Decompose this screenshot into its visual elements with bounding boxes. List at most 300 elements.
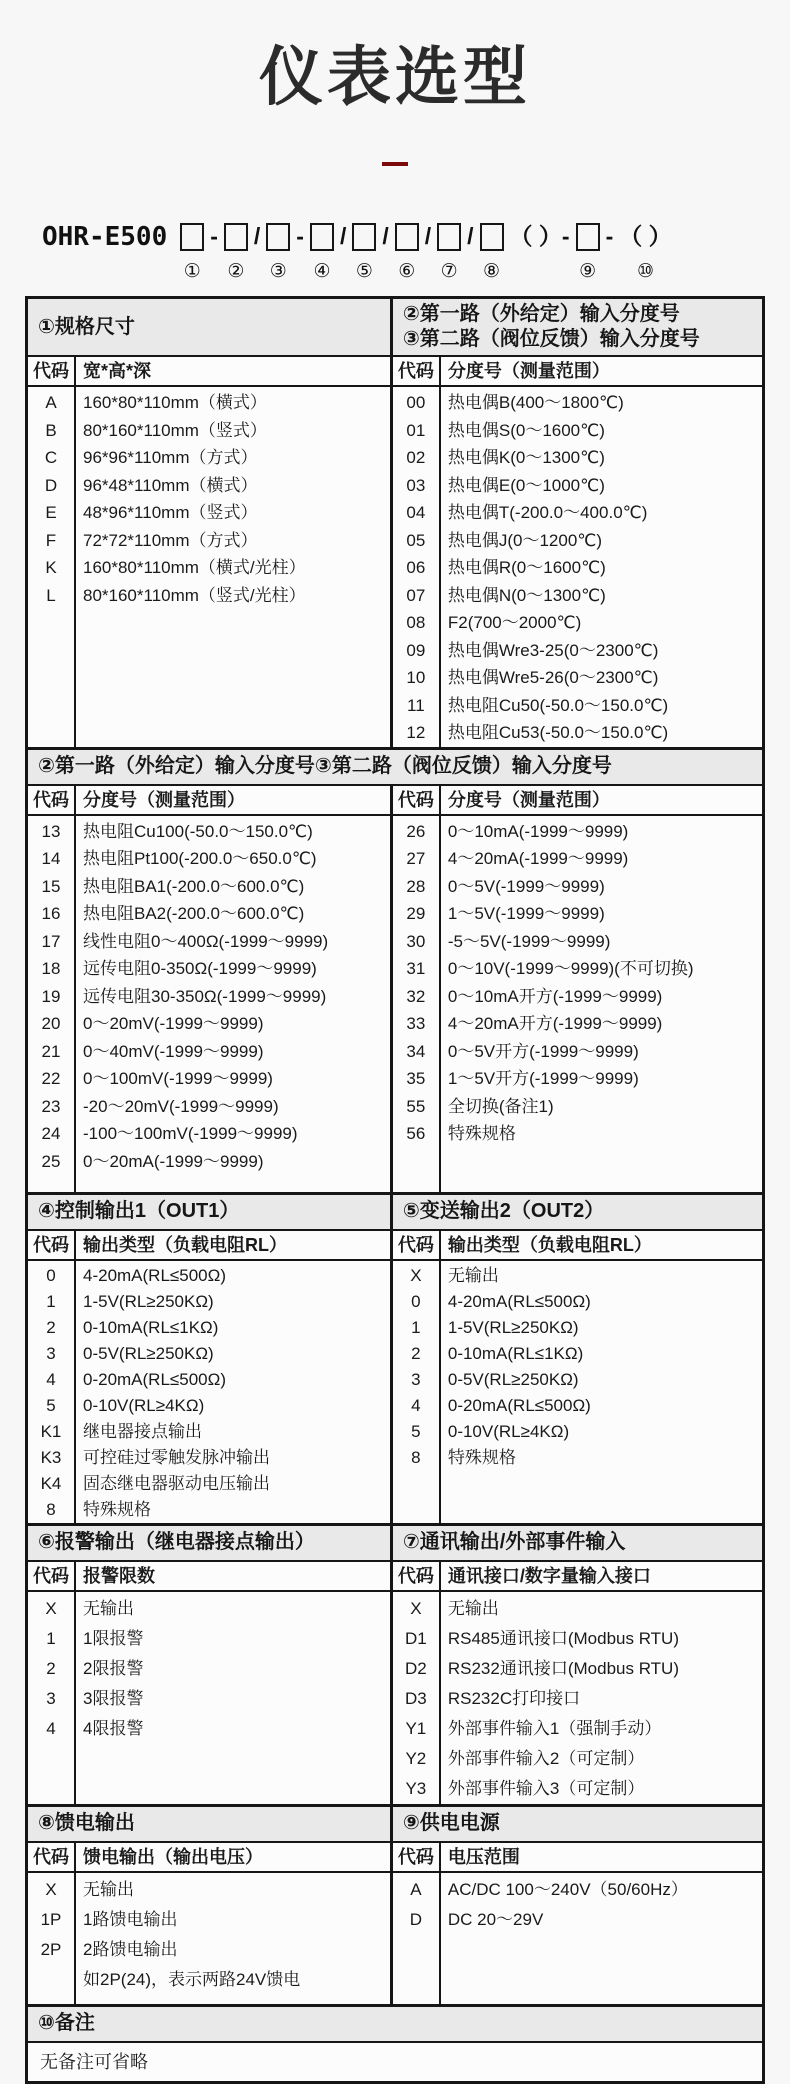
table-row	[28, 389, 390, 417]
desc-cell: -20～20mV(-1999～9999)	[83, 1096, 279, 1116]
table-row	[393, 1367, 762, 1393]
model-slot	[310, 222, 334, 282]
model-separator: /	[382, 223, 389, 249]
desc-cell: 0-10V(RL≥4KΩ)	[447, 1421, 570, 1441]
desc-header-cell: 输出类型（负载电阻RL）	[447, 1234, 652, 1255]
table-row	[393, 1393, 762, 1419]
code-cell: 8	[46, 1499, 56, 1519]
desc-cell: 无输出	[447, 1265, 499, 1285]
code-cell: 31	[406, 959, 426, 978]
code-cell: D	[409, 1909, 422, 1929]
table-row	[28, 1935, 390, 1965]
code-cell: K3	[40, 1447, 62, 1467]
code-cell: Y2	[405, 1748, 427, 1768]
model-slot	[606, 222, 614, 251]
column-header	[393, 1843, 762, 1873]
desc-cell: 热电阻BA1(-200.0～600.0℃)	[83, 876, 305, 896]
code-cell: 03	[406, 475, 426, 495]
table-row	[393, 499, 762, 527]
half-right	[390, 1195, 762, 1523]
half-right	[390, 299, 762, 747]
code-cell: A	[410, 1879, 422, 1899]
table-row	[28, 1315, 390, 1341]
code-cell: 1	[46, 1628, 56, 1648]
code-cell: 01	[406, 420, 426, 440]
model-position-number: ⑦	[440, 261, 458, 282]
desc-cell: -5～5V(-1999～9999)	[447, 931, 611, 951]
model-slot	[340, 222, 346, 251]
half-body	[393, 1843, 762, 2004]
code-cell: 20	[41, 1014, 61, 1033]
code-cell: 23	[41, 1096, 61, 1116]
section-header-line: ⑧馈电输出	[38, 1812, 135, 1834]
column-header	[28, 1562, 390, 1592]
code-cell: X	[410, 1265, 422, 1285]
half-left	[28, 299, 390, 747]
desc-cell: 无输出	[83, 1879, 134, 1899]
code-header-cell: 代码	[33, 1234, 69, 1255]
column-header	[393, 357, 762, 387]
table-row	[28, 955, 390, 983]
table-row	[28, 1263, 390, 1289]
code-cell: 35	[406, 1069, 426, 1088]
code-cell: 32	[406, 986, 426, 1006]
desc-cell: 0-10mA(RL≤1KΩ)	[447, 1343, 584, 1363]
desc-cell: 0～10mA开方(-1999～9999)	[447, 986, 663, 1006]
desc-cell: 48*96*110mm（竖式）	[83, 503, 258, 522]
rows	[393, 1873, 762, 2004]
code-cell: K	[45, 558, 57, 577]
half-body	[28, 1562, 390, 1804]
desc-cell: 特殊规格	[83, 1499, 151, 1519]
table-row	[393, 1445, 762, 1471]
page-title: 仪表选型	[259, 41, 531, 113]
desc-cell: 0～20mV(-1999～9999)	[83, 1014, 264, 1033]
half-body	[393, 1231, 762, 1523]
code-cell: 33	[406, 1014, 426, 1033]
table-row	[28, 1714, 390, 1744]
table-row	[28, 1905, 390, 1935]
desc-cell: 热电偶Wre3-25(0～2300℃)	[447, 640, 659, 660]
code-cell: 2P	[40, 1939, 62, 1959]
rows	[28, 1873, 390, 2004]
desc-cell: 热电偶S(0～1600℃)	[447, 420, 605, 440]
table-row	[28, 417, 390, 445]
desc-cell: 1-5V(RL≥250KΩ)	[83, 1291, 214, 1311]
table-row	[28, 1065, 390, 1093]
code-cell: X	[410, 1598, 422, 1618]
code-cell: 34	[406, 1041, 426, 1061]
model-box	[480, 223, 504, 251]
table-row	[393, 1419, 762, 1445]
code-cell: 2	[46, 1317, 56, 1337]
desc-cell: 热电阻Cu100(-50.0～150.0℃)	[83, 821, 313, 841]
table-row	[393, 692, 762, 720]
desc-cell: 无输出	[447, 1598, 499, 1618]
desc-cell: 80*160*110mm（竖式/光柱）	[83, 585, 306, 605]
code-cell: 0	[411, 1291, 421, 1311]
desc-cell: 可控硅过零触发脉冲输出	[83, 1447, 270, 1467]
desc-cell: 160*80*110mm（横式/光柱）	[83, 558, 306, 577]
desc-cell: 0～5V(-1999～9999)	[447, 876, 605, 896]
desc-header-cell: 分度号（测量范围）	[447, 789, 610, 810]
desc-cell: 0-10mA(RL≤1KΩ)	[83, 1317, 219, 1337]
code-cell: 1P	[40, 1909, 62, 1929]
section-header	[393, 1807, 762, 1843]
code-cell: K4	[40, 1473, 62, 1493]
table-row	[393, 1744, 762, 1774]
section-header	[393, 299, 762, 357]
desc-cell: 外部事件输入1（强制手动）	[447, 1718, 662, 1738]
code-cell: E	[45, 503, 57, 522]
desc-cell: 1～5V(-1999～9999)	[447, 904, 605, 923]
model-slot	[296, 222, 304, 251]
desc-cell: 如2P(24)，表示两路24V馈电	[83, 1969, 301, 1989]
desc-cell: 96*96*110mm（方式）	[83, 448, 258, 467]
model-slots	[177, 222, 674, 282]
desc-cell: 1-5V(RL≥250KΩ)	[447, 1317, 579, 1337]
code-cell: 29	[406, 904, 426, 923]
model-code-line	[42, 222, 790, 282]
code-cell: 06	[406, 558, 426, 577]
table-row	[393, 1010, 762, 1038]
code-cell: B	[45, 420, 57, 440]
section-header	[28, 1526, 390, 1562]
model-slot	[425, 222, 431, 251]
code-cell: 04	[406, 503, 426, 522]
desc-cell: 无输出	[83, 1598, 134, 1618]
desc-header-cell: 报警限数	[83, 1565, 155, 1586]
code-cell: 17	[41, 931, 61, 951]
code-cell: 56	[406, 1124, 426, 1143]
model-box	[437, 223, 461, 251]
code-cell: 55	[406, 1096, 426, 1116]
table-row	[393, 637, 762, 665]
half-right	[390, 1526, 762, 1804]
table-row	[28, 1093, 390, 1121]
desc-header-cell: 宽*高*深	[83, 361, 152, 381]
section-header	[28, 750, 762, 786]
desc-cell: 0-20mA(RL≤500Ω)	[447, 1395, 591, 1415]
code-cell: 19	[41, 986, 61, 1006]
desc-cell: 3限报警	[83, 1688, 144, 1708]
code-cell: 3	[46, 1343, 56, 1363]
code-cell: 5	[46, 1395, 56, 1415]
desc-cell: 0-10V(RL≥4KΩ)	[83, 1395, 205, 1415]
desc-cell: 0～100mV(-1999～9999)	[83, 1069, 273, 1088]
section-header-line: ③第二路（阀位反馈）输入分度号	[402, 328, 700, 350]
code-cell: 4	[46, 1369, 56, 1389]
model-slot	[576, 222, 600, 282]
model-position-number: ⑥	[398, 261, 416, 282]
table-row	[28, 1471, 390, 1497]
column-header	[393, 786, 762, 816]
table-row	[28, 900, 390, 928]
code-cell: A	[45, 393, 57, 412]
table-row	[393, 900, 762, 928]
code-cell: X	[45, 1879, 57, 1899]
desc-cell: 80*160*110mm（竖式）	[83, 420, 267, 440]
desc-cell: 热电阻Cu53(-50.0～150.0℃)	[447, 723, 669, 742]
desc-cell: 4～20mA开方(-1999～9999)	[447, 1014, 663, 1033]
model-prefix: OHR-E500	[42, 222, 168, 252]
table-row	[393, 1315, 762, 1341]
desc-cell: 远传电阻0-350Ω(-1999～9999)	[83, 959, 317, 978]
model-position-number: ④	[313, 261, 331, 282]
desc-cell: 0-20mA(RL≤500Ω)	[83, 1369, 226, 1389]
code-cell: X	[45, 1598, 57, 1618]
table-row	[393, 1093, 762, 1121]
section-header	[393, 1195, 762, 1231]
spec-block	[28, 2004, 762, 2081]
code-cell: 3	[411, 1369, 421, 1389]
code-header-cell: 代码	[33, 789, 69, 810]
desc-cell: 0～10mA(-1999～9999)	[447, 821, 629, 841]
code-cell: 30	[406, 931, 426, 951]
title-underline-dash	[382, 162, 408, 166]
table-row	[28, 554, 390, 582]
column-header	[393, 1231, 762, 1261]
model-slot	[210, 222, 218, 251]
model-position-number: ⑤	[355, 261, 373, 282]
code-cell: 4	[46, 1718, 56, 1738]
table-row	[393, 719, 762, 747]
code-cell: 16	[41, 904, 61, 923]
table-row	[393, 664, 762, 692]
table-row	[28, 1875, 390, 1905]
table-row	[28, 1341, 390, 1367]
table-row	[393, 1684, 762, 1714]
desc-cell: 热电偶T(-200.0～400.0℃)	[447, 503, 648, 522]
section-header	[28, 1195, 390, 1231]
half-body	[28, 357, 390, 747]
desc-cell: RS232通讯接口(Modbus RTU)	[447, 1658, 679, 1678]
code-cell: 12	[406, 723, 426, 742]
half-left	[28, 1195, 390, 1523]
model-position-number: ⑩	[636, 261, 654, 282]
table-row	[28, 1289, 390, 1315]
column-header	[28, 1231, 390, 1261]
code-cell: 2	[46, 1658, 56, 1678]
code-cell: 4	[411, 1395, 421, 1415]
half-right	[390, 786, 762, 1192]
model-position-number: ⑧	[483, 261, 501, 282]
spec-block	[28, 1523, 762, 1804]
code-header-cell: 代码	[33, 1846, 69, 1867]
desc-cell: F2(700～2000℃)	[447, 613, 582, 632]
desc-cell: 热电偶B(400～1800℃)	[447, 393, 624, 412]
half-body	[393, 786, 762, 1192]
code-cell: 26	[406, 821, 426, 841]
model-box	[395, 223, 419, 251]
code-cell: 08	[406, 613, 426, 632]
desc-cell: 1限报警	[83, 1628, 144, 1648]
selection-table	[25, 296, 765, 2084]
code-cell: 28	[406, 876, 426, 896]
code-cell	[28, 1965, 74, 1995]
desc-header-cell: 电压范围	[447, 1846, 520, 1867]
model-slot	[395, 222, 419, 282]
half-body	[28, 786, 390, 1192]
code-cell: D	[44, 475, 58, 495]
column-header	[28, 357, 390, 387]
section-header-line: ②第一路（外给定）输入分度号	[402, 303, 680, 325]
desc-cell: 热电偶E(0～1000℃)	[447, 475, 605, 495]
column-header	[28, 1843, 390, 1873]
desc-cell: 固态继电器驱动电压输出	[83, 1473, 270, 1493]
table-row	[393, 983, 762, 1011]
code-cell: 0	[46, 1265, 56, 1285]
desc-cell: 热电偶R(0～1600℃)	[447, 558, 606, 577]
code-cell: Y3	[405, 1778, 427, 1798]
column-header	[28, 786, 390, 816]
code-cell: 5	[411, 1421, 421, 1441]
code-cell: 15	[41, 876, 61, 896]
desc-cell: 远传电阻30-350Ω(-1999～9999)	[83, 986, 327, 1006]
table-row	[393, 928, 762, 956]
model-box	[352, 223, 376, 251]
table-row	[393, 1714, 762, 1744]
desc-cell: RS232C打印接口	[447, 1688, 581, 1708]
section-header-line: ②第一路（外给定）输入分度号③第二路（阀位反馈）输入分度号	[38, 755, 612, 777]
desc-cell: 线性电阻0～400Ω(-1999～9999)	[83, 931, 329, 951]
model-separator: （ ）-	[509, 223, 570, 249]
section-header	[28, 299, 390, 357]
desc-cell: 4-20mA(RL≤500Ω)	[447, 1291, 591, 1311]
table-row	[393, 1341, 762, 1367]
model-slot	[254, 222, 260, 251]
model-separator: -	[210, 223, 218, 249]
model-separator: -	[605, 223, 614, 249]
desc-header-cell: 通讯接口/数字量输入接口	[447, 1565, 651, 1586]
table-row	[28, 1120, 390, 1148]
table-row	[28, 1497, 390, 1523]
desc-cell: 特殊规格	[447, 1124, 516, 1143]
table-row	[393, 1624, 762, 1654]
table-row	[393, 417, 762, 445]
table-row	[393, 389, 762, 417]
model-position-number: ①	[183, 261, 201, 282]
code-cell: 02	[406, 448, 426, 467]
half-left	[28, 1526, 390, 1804]
rows	[28, 816, 390, 1192]
model-slot	[180, 222, 204, 282]
code-cell: 2	[411, 1343, 421, 1363]
model-slot	[467, 222, 473, 251]
section-header-line: ⑥报警输出（继电器接点输出）	[38, 1531, 315, 1553]
table-row	[28, 527, 390, 555]
model-slot	[480, 222, 504, 282]
table-row	[393, 1594, 762, 1624]
model-separator: （ ）	[619, 223, 672, 249]
table-row	[28, 1393, 390, 1419]
desc-cell: 0～20mA(-1999～9999)	[83, 1151, 264, 1171]
table-row	[393, 582, 762, 610]
model-position-number: ③	[269, 261, 287, 282]
rows	[393, 1592, 762, 1804]
desc-cell: 热电阻BA2(-200.0～600.0℃)	[83, 904, 305, 923]
desc-cell: 0～5V开方(-1999～9999)	[447, 1041, 639, 1061]
code-cell: 14	[41, 849, 61, 868]
desc-cell: 热电阻Cu50(-50.0～150.0℃)	[447, 695, 669, 715]
desc-cell: 热电偶Wre5-26(0～2300℃)	[447, 668, 659, 687]
table-row	[28, 1445, 390, 1471]
desc-cell: 96*48*110mm（横式）	[83, 475, 258, 495]
code-header-cell: 代码	[397, 1565, 434, 1586]
rows	[393, 1261, 762, 1523]
desc-cell: 0-5V(RL≥250KΩ)	[83, 1343, 214, 1363]
code-header-cell: 代码	[33, 361, 69, 381]
table-row	[393, 1065, 762, 1093]
section-header-line: ①规格尺寸	[38, 315, 135, 338]
table-row	[28, 928, 390, 956]
desc-cell: 热电偶J(0～1200℃)	[447, 530, 603, 550]
table-row	[28, 582, 390, 610]
code-cell: 13	[41, 821, 61, 841]
section-header-line: ⑤变送输出2（OUT2）	[402, 1200, 605, 1222]
half-body	[28, 1843, 390, 2004]
table-row	[393, 1263, 762, 1289]
rows	[393, 387, 762, 747]
code-cell: C	[44, 448, 58, 467]
table-row	[393, 1774, 762, 1804]
desc-cell: DC 20～29V	[447, 1909, 544, 1929]
code-cell: 07	[406, 585, 426, 605]
code-cell: 3	[46, 1688, 56, 1708]
desc-cell: 热电偶N(0～1300℃)	[447, 585, 606, 605]
table-row	[393, 554, 762, 582]
table-row	[28, 1038, 390, 1066]
desc-cell: 2限报警	[83, 1658, 144, 1678]
desc-cell: 继电器接点输出	[83, 1421, 202, 1441]
code-cell: 22	[41, 1069, 61, 1088]
model-separator: /	[253, 223, 261, 249]
rows	[28, 1261, 390, 1523]
code-cell: D3	[404, 1688, 427, 1708]
table-row	[28, 1624, 390, 1654]
desc-cell: -100～100mV(-1999～9999)	[83, 1124, 298, 1143]
table-row	[28, 499, 390, 527]
half-right	[390, 1807, 762, 2004]
table-row	[28, 1367, 390, 1393]
desc-cell: 特殊规格	[447, 1447, 516, 1467]
rows	[393, 816, 762, 1192]
model-separator: /	[467, 223, 474, 249]
table-row	[28, 1594, 390, 1624]
desc-cell: 热电偶K(0～1300℃)	[447, 448, 605, 467]
table-row	[28, 845, 390, 873]
model-box	[266, 223, 290, 251]
model-separator: /	[424, 223, 432, 249]
desc-cell: 外部事件输入3（可定制）	[447, 1778, 645, 1798]
desc-cell: 热电阻Pt100(-200.0～650.0℃)	[83, 849, 317, 868]
table-row	[28, 1654, 390, 1684]
half-body	[28, 1231, 390, 1523]
table-row	[393, 472, 762, 500]
desc-cell: 1～5V开方(-1999～9999)	[447, 1069, 639, 1088]
block-pair	[28, 786, 762, 1192]
code-cell: 11	[407, 695, 425, 715]
model-position-number: ②	[227, 261, 245, 282]
code-cell: 1	[411, 1317, 421, 1337]
code-cell: L	[46, 585, 56, 605]
model-box	[576, 223, 600, 251]
table-row	[28, 873, 390, 901]
section-header-line: ⑩备注	[38, 2012, 95, 2034]
section-header-line: ⑦通讯输出/外部事件输入	[402, 1531, 626, 1553]
table-row	[393, 1289, 762, 1315]
desc-cell: 4限报警	[83, 1718, 144, 1738]
